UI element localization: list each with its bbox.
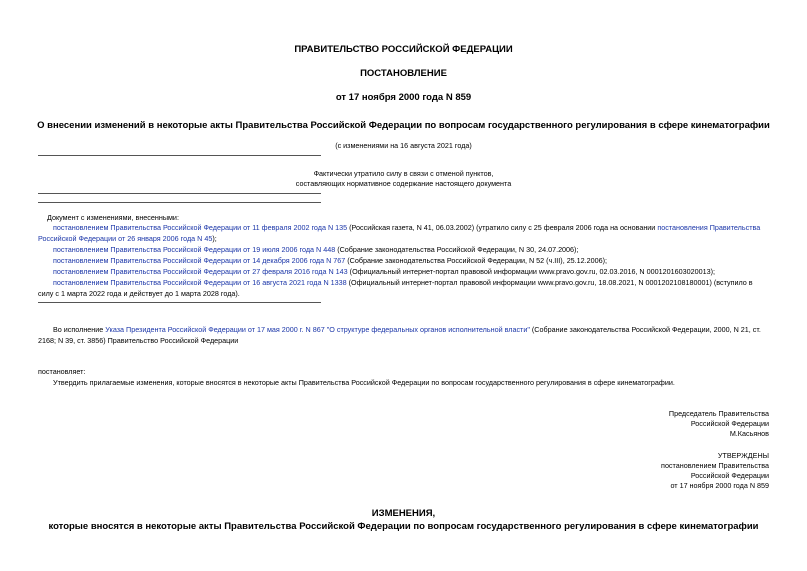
government-heading: ПРАВИТЕЛЬСТВО РОССИЙСКОЙ ФЕДЕРАЦИИ (294, 44, 513, 55)
divider (38, 193, 321, 194)
preamble: Во исполнение Указа Президента Российской Федерации от 17 мая 2000 г. N 867 "О структуре федеральных органов исполнительной власти" (Собрание законодательства Российской Федерации, 2000, N 21, ст. (53, 325, 761, 334)
list-item: постановлением Правительства Российской Федерации от 19 июля 2006 года N 448 (Собрание законодательства Российской Федерации, N 30, 24.07.2006); (53, 245, 579, 254)
amendment-link[interactable]: постановлением Правительства Российской Федерации от 14 декабря 2006 года N 767 (53, 256, 346, 265)
list-item: постановлением Правительства Российской Федерации от 16 августа 2021 года N 1338 (Официальный интернет-портал правовой информации www.pravo.gov.ru, 18.08.2021, N 0001202108180001) (вступило в (53, 278, 753, 287)
approved-line-2: постановлением Правительства (661, 461, 769, 470)
amendment-link[interactable]: постановлением Правительства Российской Федерации от 11 февраля 2002 года N 135 (53, 223, 348, 232)
amendments-intro: Документ с изменениями, внесенными: (47, 213, 179, 222)
divider (38, 202, 321, 203)
list-item: постановлением Правительства Российской Федерации от 11 февраля 2002 года N 135 (Российская газета, N 41, 06.03.2002) (утратило силу с 25 февраля 2006 года на основании постановления Правительства (53, 223, 761, 232)
doc-type-heading: ПОСТАНОВЛЕНИЕ (360, 68, 447, 79)
doc-title: О внесении изменений в некоторые акты Правительства Российской Федерации по вопросам государственного регулирования в сфере кинематографии (37, 120, 770, 131)
amendment-link[interactable]: постановлением Правительства Российской Федерации от 19 июля 2006 года N 448 (53, 245, 336, 254)
divider (38, 155, 321, 156)
signature-line-2: Российской Федерации (690, 419, 769, 428)
resolves-label: постановляет: (38, 367, 86, 376)
resolves-text: Утвердить прилагаемые изменения, которые вносятся в некоторые акты Правительства Российской Федерации по вопросам государственного регулирования в сфере кинематографии. (53, 378, 675, 387)
approved-line-4: от 17 ноября 2000 года N 859 (670, 481, 769, 490)
revision-note: (с изменениями на 16 августа 2021 года) (335, 141, 472, 150)
amendment-link[interactable]: постановлением Правительства Российской Федерации от 27 февраля 2016 года N 143 (53, 267, 348, 276)
signature-line-1: Председатель Правительства (668, 409, 769, 418)
preamble-continuation: 2168; N 39, ст. 3856) Правительство Российской Федерации (38, 336, 239, 345)
amendment-link[interactable]: постановления Правительства (657, 223, 761, 232)
decree-link[interactable]: Указа Президента Российской Федерации от 17 мая 2000 г. N 867 "О структуре федеральных органов исполнительной власти" (105, 325, 530, 334)
amendment-link[interactable]: постановлением Правительства Российской Федерации от 16 августа 2021 года N 1338 (53, 278, 347, 287)
status-line-1: Фактически утратило силу в связи с отменой пунктов, (313, 169, 494, 178)
status-line-2: составляющих нормативное содержание настоящего документа (295, 179, 512, 188)
list-item: постановлением Правительства Российской Федерации от 14 декабря 2006 года N 767 (Собрание законодательства Российской Федерации, N 52 (ч.III), 25.12.2006); (53, 256, 608, 265)
amendment-link[interactable]: Российской Федерации от 26 января 2006 года N 45 (38, 234, 213, 243)
approved-heading: УТВЕРЖДЕНЫ (717, 451, 769, 460)
approved-line-3: Российской Федерации (690, 471, 769, 480)
changes-title: ИЗМЕНЕНИЯ, (371, 508, 436, 519)
list-item-continuation: силу с 1 марта 2022 года и действует до 1 марта 2028 года). (38, 289, 240, 298)
list-item-continuation: Российской Федерации от 26 января 2006 года N 45); (38, 234, 217, 243)
signature-name: М.Касьянов (729, 429, 769, 438)
list-item: постановлением Правительства Российской Федерации от 27 февраля 2016 года N 143 (Официальный интернет-портал правовой информации www.pravo.gov.ru, 02.03.2016, N 0001201603020013); (53, 267, 715, 276)
doc-date-number: от 17 ноября 2000 года N 859 (335, 92, 472, 103)
changes-subtitle: которые вносятся в некоторые акты Правительства Российской Федерации по вопросам государственного регулирования в сфере кинематографии (48, 521, 759, 532)
divider (38, 302, 321, 303)
